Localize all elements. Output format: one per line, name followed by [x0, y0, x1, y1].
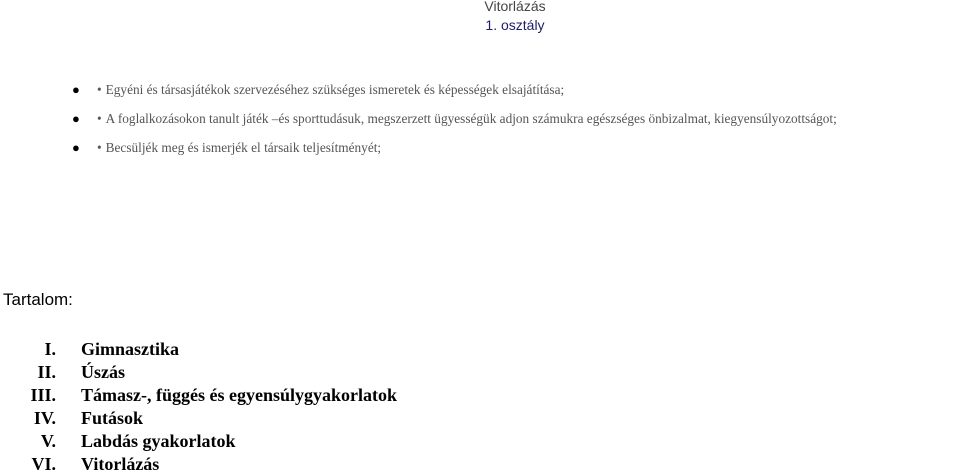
contents-list	[0, 338, 700, 472]
goal-text: Egyéni és társasjátékok szervezéséhez szükséges ismeretek és képességek elsajátítása;	[105, 82, 565, 97]
contents-item	[0, 338, 700, 361]
contents-item-number: VI.	[31, 454, 56, 472]
goal-text: A foglalkozásokon tanult játék –és sporttudásuk, megszerzett ügyességük adjon számukra egészséges önbizalmat, kiegyensúlyozottságot;	[105, 111, 837, 126]
bullet-icon: ●	[72, 111, 80, 126]
inner-bullet-icon: •	[97, 82, 102, 97]
goal-item	[0, 138, 960, 167]
contents-item-number: IV.	[33, 408, 56, 428]
goal-text-wrapper	[97, 111, 837, 127]
bullet-icon: ●	[72, 82, 80, 97]
contents-item-label: Támasz-, függés és egyensúlygyakorlatok	[81, 385, 397, 405]
contents-item-number: V.	[40, 431, 56, 451]
contents-item-label: Futások	[81, 408, 144, 428]
contents-item-label: Labdás gyakorlatok	[81, 431, 236, 451]
contents-item	[0, 384, 700, 407]
contents-heading: Tartalom:	[3, 290, 73, 309]
header-class: 1. osztály	[485, 17, 545, 33]
goal-item	[0, 109, 960, 138]
goal-text: Becsüljék meg és ismerjék el társaik teljesítményét;	[105, 140, 382, 155]
goal-item	[0, 80, 960, 109]
header-title: Vitorlázás	[484, 0, 546, 14]
contents-item	[0, 453, 700, 472]
contents-item	[0, 430, 700, 453]
goal-text-wrapper	[97, 140, 381, 156]
inner-bullet-icon: •	[97, 111, 102, 126]
contents-item-label: Vitorlázás	[81, 454, 160, 472]
inner-bullet-icon: •	[97, 140, 102, 155]
goals-list	[0, 80, 960, 167]
contents-item	[0, 361, 700, 384]
contents-item	[0, 407, 700, 430]
contents-item-number: III.	[30, 385, 56, 405]
bullet-icon: ●	[72, 140, 80, 155]
contents-item-number: I.	[44, 339, 56, 359]
goal-text-wrapper	[97, 82, 564, 98]
contents-item-label: Úszás	[81, 362, 125, 382]
contents-item-label: Gimnasztika	[81, 339, 180, 359]
contents-item-number: II.	[37, 362, 56, 382]
